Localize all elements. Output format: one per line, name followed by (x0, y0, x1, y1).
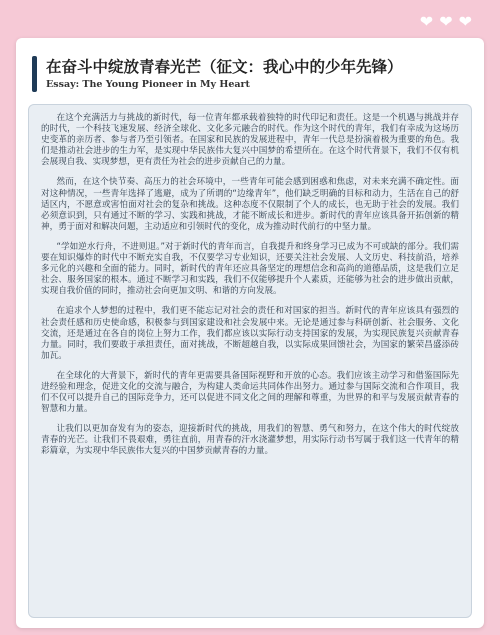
essay-body (28, 104, 472, 618)
essay-card (16, 38, 484, 628)
page-title: 在奋斗中绽放青春光芒（征文：我心中的少年先锋） (46, 58, 403, 76)
title-accent-bar (32, 56, 37, 92)
heart-icon: ❤ (458, 12, 472, 31)
essay-paragraph-2: 然而，在这个快节奏、高压力的社会环境中，一些青年可能会感到困惑和焦虑，对未来充满不确定性。面对这种情况，一些青年选择了逃避，成为了所谓的“边缘青年”，他们缺乏明确的目标和动力，生活在自己的舒适区内，不愿意或害怕面对社会的复杂和挑战。这种态度不仅限制了个人的成长，也无助于社会的发展。我们必须意识到，只有通过不断的学习、实践和挑战，才能不断成长和进步。新时代的青年应该具备开拓创新的精神，勇于面对和解决问题，主动适应和引领时代的变化，成为推动时代前行的中坚力量。 (41, 177, 459, 232)
essay-paragraph-1: 在这个充满活力与挑战的新时代，每一位青年都承载着独特的时代印记和责任。这是一个机遇与挑战并存的时代，一个科技飞速发展、经济全球化、文化多元融合的时代。作为这个时代的青年，我们有幸成为这场历史变革的亲历者、参与者乃至引领者。在国家和民族的发展进程中，青年一代总是扮演着极为重要的角色。我们是推动社会进步的生力军，是实现中华民族伟大复兴中国梦的希望所在。在这个时代背景下，我们不仅有机会展现自我、实现梦想，更有责任为社会的进步贡献自己的力量。 (41, 113, 459, 168)
essay-paragraph-5: 在全球化的大背景下，新时代的青年更需要具备国际视野和开放的心态。我们应该主动学习和借鉴国际先进经验和理念，促进文化的交流与融合，为构建人类命运共同体作出努力。通过参与国际交流和合作项目，我们不仅可以提升自己的国际竞争力，还可以促进不同文化之间的理解和尊重，为世界的和平与发展贡献青春的智慧和力量。 (41, 370, 459, 415)
essay-paragraph-6: 让我们以更加奋发有为的姿态，迎接新时代的挑战，用我们的智慧、勇气和努力，在这个伟大的时代绽放青春的光芒。让我们不畏艰难，勇往直前，用青春的汗水浇灌梦想，用实际行动书写属于我们这一代青年的精彩篇章，为实现中华民族伟大复兴的中国梦贡献青春的力量。 (41, 424, 459, 457)
heart-icon: ❤ (439, 12, 453, 31)
essay-paragraph-4: 在追求个人梦想的过程中，我们更不能忘记对社会的责任和对国家的担当。新时代的青年应该具有强烈的社会责任感和历史使命感，积极参与到国家建设和社会发展中来。无论是通过参与科研创新、社会服务、文化交流，还是通过在各自的岗位上努力工作，我们都应该以实际行动支持国家的发展，为实现民族复兴贡献青春力量。同时，我们要敢于承担责任，面对挑战，不断超越自我，以实际成果回馈社会，为国家的繁荣昌盛添砖加瓦。 (41, 306, 459, 361)
page-subtitle: Essay: The Young Pioneer in My Heart (46, 79, 250, 90)
essay-paragraph-3: “学如逆水行舟，不进则退。”对于新时代的青年而言，自我提升和终身学习已成为不可或缺的部分。我们需要在知识爆炸的时代中不断充实自我，不仅要学习专业知识，还要关注社会发展、人文历史、科技前沿，培养多元化的兴趣和全面的能力。同时，新时代的青年还应具备坚定的理想信念和高尚的道德品质，这是我们立足社会、服务国家的根本。通过不断学习和实践，我们不仅能够提升个人素质，还能够为社会的进步做出贡献，实现自我价值的同时，推动社会向更加文明、和谐的方向发展。 (41, 241, 459, 297)
heart-icon: ❤ (419, 12, 434, 31)
essay-header (32, 50, 468, 102)
hearts-decoration (420, 14, 472, 30)
